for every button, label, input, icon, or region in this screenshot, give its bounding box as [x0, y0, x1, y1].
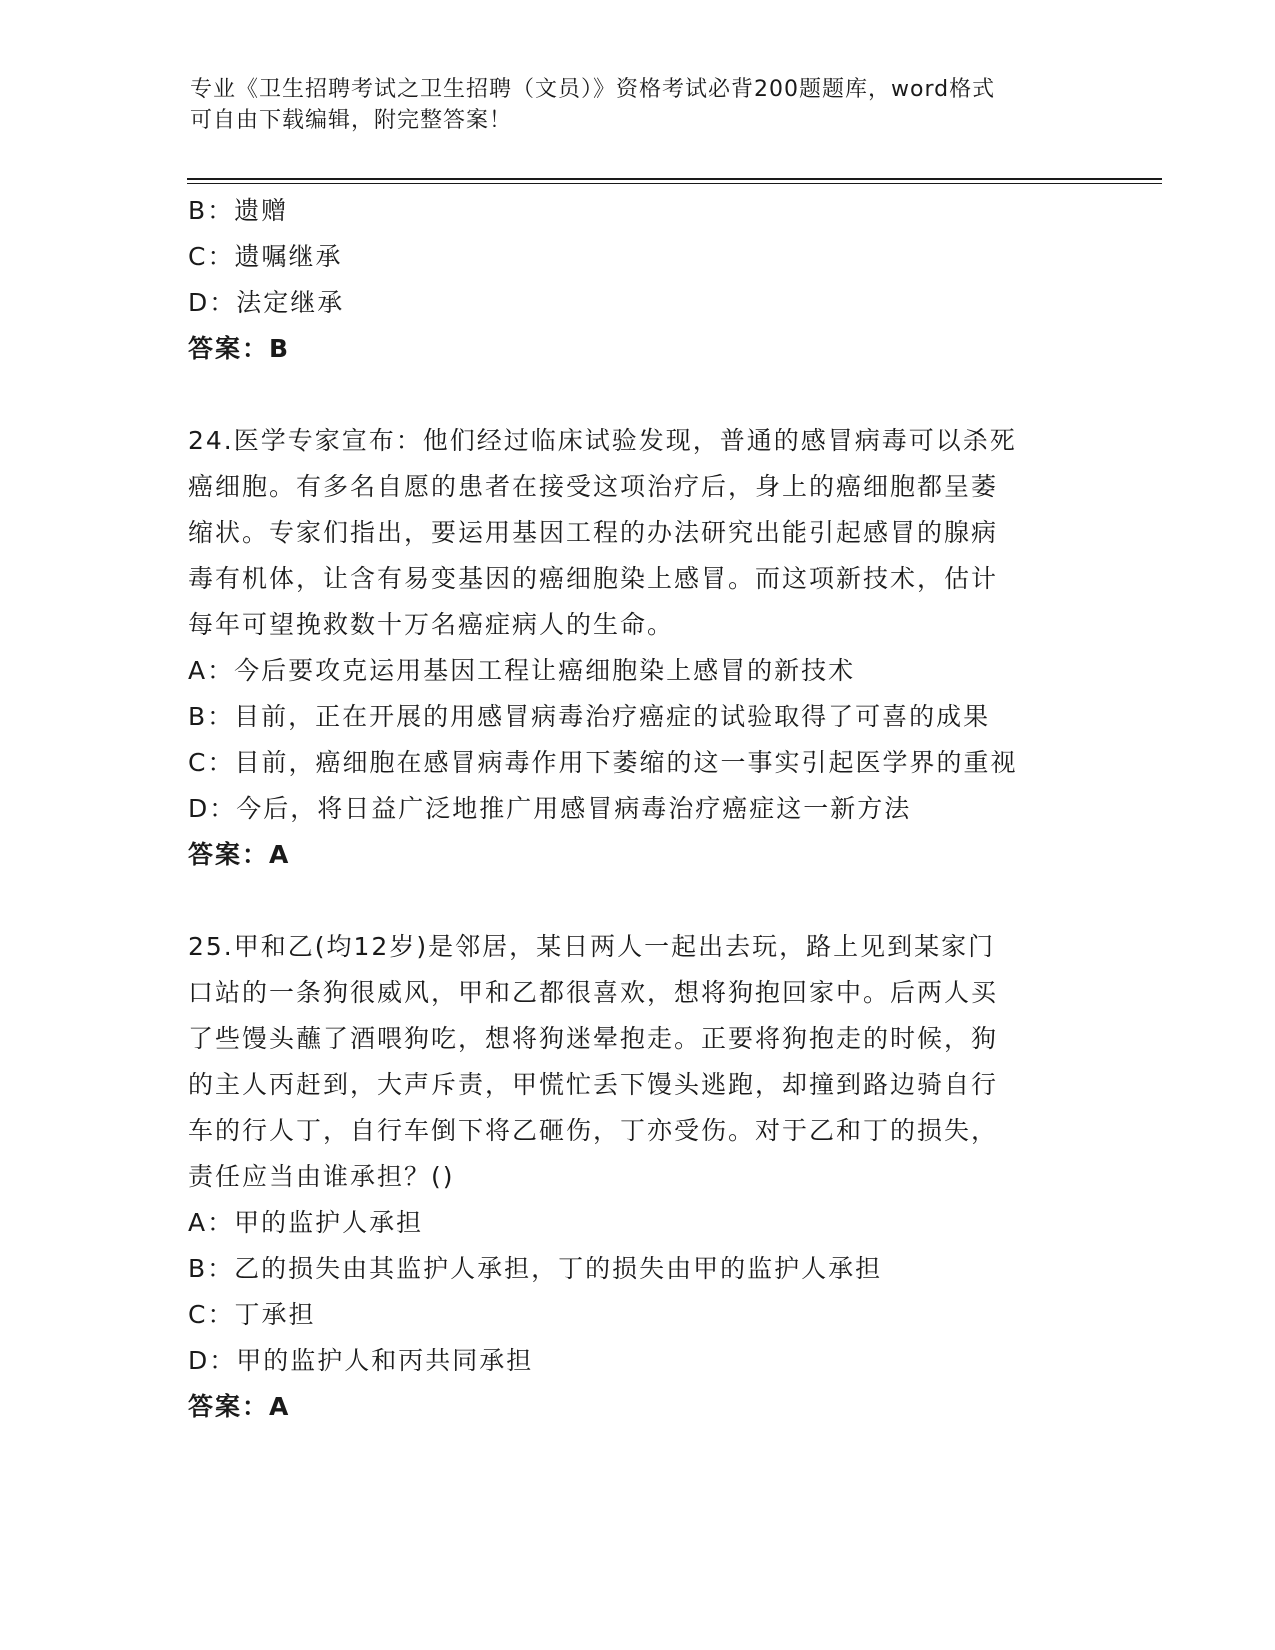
q25-option-b: B：乙的损失由其监护人承担，丁的损失由甲的监护人承担 — [188, 1254, 883, 1283]
header-line-1: 专业《卫生招聘考试之卫生招聘（文员）》资格考试必背200题题库，word格式 — [190, 77, 996, 102]
q25-answer: 答案：A — [188, 1392, 291, 1421]
q25-stem-line: 的主人丙赶到，大声斥责，甲慌忙丢下馒头逃跑，却撞到路边骑自行 — [188, 1070, 999, 1099]
spacer — [188, 878, 1088, 924]
q24-option-d: D：今后，将日益广泛地推广用感冒病毒治疗癌症这一新方法 — [188, 794, 912, 823]
q25-stem-line: 25.甲和乙(均12岁)是邻居，某日两人一起出去玩，路上见到某家门 — [188, 932, 996, 961]
q24-stem-line: 癌细胞。有多名自愿的患者在接受这项治疗后，身上的癌细胞都呈萎 — [188, 472, 999, 501]
header-rule-thin — [187, 183, 1162, 184]
q24-stem-line: 每年可望挽救数十万名癌症病人的生命。 — [188, 610, 675, 639]
question-24 — [188, 418, 1088, 878]
q25-option-a: A：甲的监护人承担 — [188, 1208, 424, 1237]
question-23-tail — [188, 188, 1088, 372]
question-25 — [188, 924, 1088, 1430]
q25-option-c: C：丁承担 — [188, 1300, 316, 1329]
document-header — [190, 74, 1080, 136]
q24-option-c: C：目前，癌细胞在感冒病毒作用下萎缩的这一事实引起医学界的重视 — [188, 748, 1018, 777]
header-rule-thick — [187, 178, 1162, 180]
q24-stem-line: 缩状。专家们指出，要运用基因工程的办法研究出能引起感冒的腺病 — [188, 518, 999, 547]
q24-option-b: B：目前，正在开展的用感冒病毒治疗癌症的试验取得了可喜的成果 — [188, 702, 991, 731]
q23-option-d: D：法定继承 — [188, 288, 345, 317]
q24-stem-line: 24.医学专家宣布：他们经过临床试验发现，普通的感冒病毒可以杀死 — [188, 426, 1017, 455]
q25-option-d: D：甲的监护人和丙共同承担 — [188, 1346, 534, 1375]
q24-option-a: A：今后要攻克运用基因工程让癌细胞染上感冒的新技术 — [188, 656, 856, 685]
q25-stem-line: 责任应当由谁承担？() — [188, 1162, 455, 1191]
spacer — [188, 372, 1088, 418]
q23-option-b: B：遗赠 — [188, 196, 289, 225]
q23-option-c: C：遗嘱继承 — [188, 242, 343, 271]
header-line-2: 可自由下载编辑，附完整答案！ — [190, 108, 513, 133]
q24-stem-line: 毒有机体，让含有易变基因的癌细胞染上感冒。而这项新技术，估计 — [188, 564, 999, 593]
q24-answer: 答案：A — [188, 840, 291, 869]
q25-stem-line: 口站的一条狗很威风，甲和乙都很喜欢，想将狗抱回家中。后两人买 — [188, 978, 999, 1007]
q25-stem-line: 车的行人丁，自行车倒下将乙砸伤，丁亦受伤。对于乙和丁的损失， — [188, 1116, 999, 1145]
q25-stem-line: 了些馒头蘸了酒喂狗吃，想将狗迷晕抱走。正要将狗抱走的时候，狗 — [188, 1024, 999, 1053]
document-body — [188, 188, 1088, 1430]
q23-answer: 答案：B — [188, 334, 291, 363]
